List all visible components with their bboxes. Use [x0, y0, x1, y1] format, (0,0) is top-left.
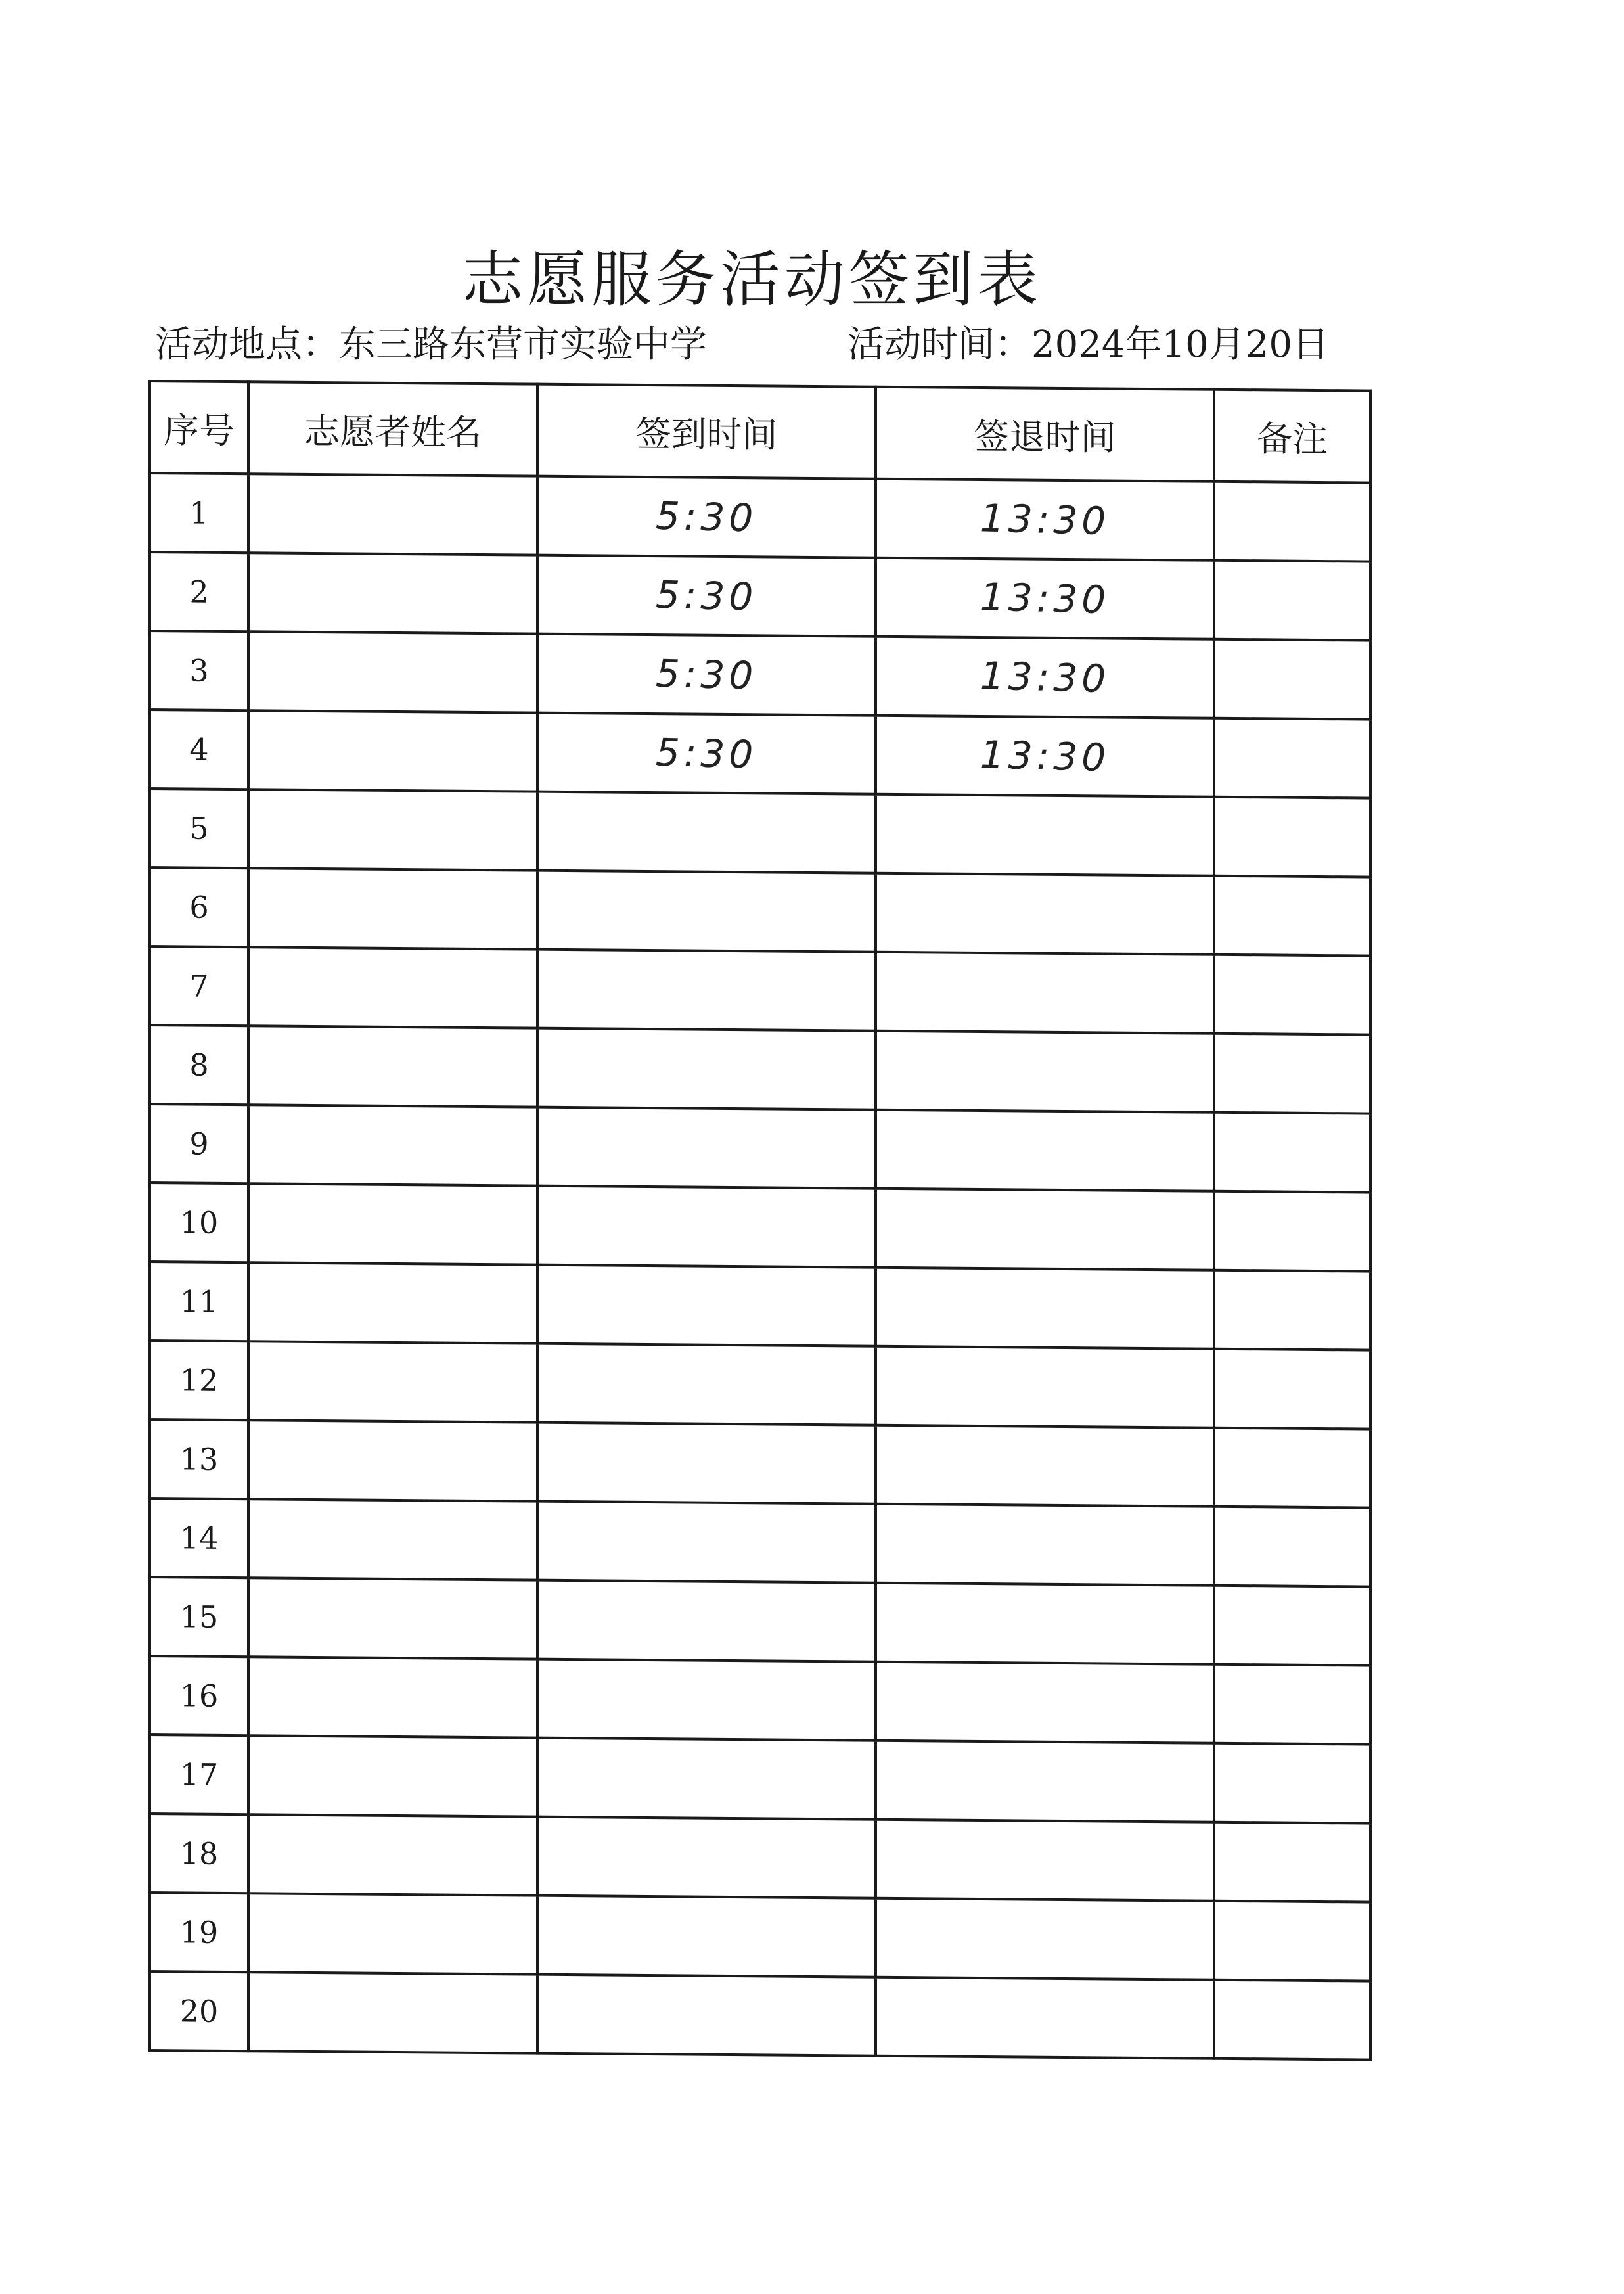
header-note: 备注	[1214, 390, 1370, 483]
sign-in-time-cell	[537, 1028, 876, 1110]
row-number-cell: 20	[150, 1971, 248, 2051]
table-row	[150, 1971, 1370, 2060]
row-number-cell: 12	[150, 1341, 248, 1420]
note-cell	[1214, 1113, 1370, 1193]
note-cell	[1214, 1586, 1370, 1666]
note-cell	[1214, 718, 1370, 798]
sign-in-table	[148, 380, 1372, 2061]
sign-in-time-cell	[537, 1423, 876, 1504]
row-number-cell: 10	[150, 1183, 248, 1262]
sign-out-time-cell	[876, 637, 1214, 718]
table-row	[150, 552, 1370, 641]
sign-in-time-cell	[537, 950, 876, 1031]
sign-out-time-cell	[876, 479, 1214, 561]
header-sign-out: 签退时间	[876, 387, 1214, 482]
volunteer-name-cell	[248, 631, 537, 712]
table-row	[150, 1577, 1370, 1666]
volunteer-name-cell	[248, 710, 537, 791]
volunteer-name-cell	[248, 1105, 537, 1185]
sign-in-time-cell	[537, 1817, 876, 1898]
row-number-cell: 11	[150, 1262, 248, 1341]
sign-in-time-cell	[537, 1580, 876, 1662]
table-row	[150, 789, 1370, 877]
sign-out-time-cell	[876, 1346, 1214, 1428]
sign-in-time-cell	[537, 1975, 876, 2056]
sign-out-time-cell	[876, 1898, 1214, 1980]
table-row	[150, 1025, 1370, 1114]
note-cell	[1214, 955, 1370, 1035]
row-number-cell: 19	[150, 1893, 248, 1972]
sign-out-time-cell	[876, 1425, 1214, 1507]
note-cell	[1214, 1743, 1370, 1824]
volunteer-name-cell	[248, 1972, 537, 2053]
sign-in-time-cell	[537, 1107, 876, 1189]
table-row	[150, 1735, 1370, 1824]
table-row	[150, 1419, 1370, 1508]
table-row	[150, 1656, 1370, 1745]
activity-location: 活动地点：东三路东营市实验中学	[155, 323, 707, 366]
volunteer-name-cell	[248, 1183, 537, 1264]
volunteer-name-cell	[248, 1262, 537, 1343]
sign-out-time-cell	[876, 1662, 1214, 1743]
note-cell	[1214, 1507, 1370, 1587]
row-number-cell: 16	[150, 1656, 248, 1735]
sign-out-time-cell	[876, 952, 1214, 1034]
handwritten-time: 13:30	[980, 732, 1110, 781]
handwritten-time: 13:30	[980, 574, 1110, 623]
note-cell	[1214, 1034, 1370, 1114]
volunteer-name-cell	[248, 474, 537, 555]
volunteer-name-cell	[248, 1420, 537, 1501]
row-number-cell: 8	[150, 1025, 248, 1105]
note-cell	[1214, 482, 1370, 562]
sign-out-time-cell	[876, 1110, 1214, 1191]
sign-out-time-cell	[876, 1268, 1214, 1349]
volunteer-name-cell	[248, 1657, 537, 1737]
volunteer-name-cell	[248, 553, 537, 633]
handwritten-time: 5:30	[655, 651, 758, 699]
sign-in-time-cell	[537, 634, 876, 716]
sign-in-time-cell	[537, 792, 876, 873]
handwritten-time: 13:30	[980, 653, 1110, 702]
sign-in-time-cell	[537, 476, 876, 558]
sign-in-time-cell	[537, 871, 876, 952]
sign-out-time-cell	[876, 873, 1214, 955]
table-row	[150, 1104, 1370, 1193]
row-number-cell: 5	[150, 789, 248, 868]
note-cell	[1214, 1270, 1370, 1350]
row-number-cell: 1	[150, 473, 248, 553]
row-number-cell: 13	[150, 1419, 248, 1499]
sign-out-time-cell	[876, 1504, 1214, 1586]
handwritten-time: 5:30	[655, 572, 758, 620]
sign-out-time-cell	[876, 1031, 1214, 1113]
sign-out-time-cell	[876, 1583, 1214, 1664]
header-sign-in: 签到时间	[537, 384, 876, 479]
volunteer-name-cell	[248, 1026, 537, 1107]
sign-in-time-cell	[537, 1896, 876, 1977]
sign-out-time-cell	[876, 558, 1214, 639]
sign-out-time-cell	[876, 716, 1214, 797]
note-cell	[1214, 1428, 1370, 1508]
table-row	[150, 473, 1370, 562]
note-cell	[1214, 639, 1370, 720]
table-row	[150, 1814, 1370, 1902]
sign-out-time-cell	[876, 1977, 1214, 2059]
header-no: 序号	[150, 381, 248, 474]
sign-in-time-cell	[537, 1738, 876, 1820]
table-row	[150, 1262, 1370, 1350]
table-row	[150, 631, 1370, 720]
sign-in-time-cell	[537, 1502, 876, 1583]
table-row	[150, 867, 1370, 956]
volunteer-name-cell	[248, 1499, 537, 1580]
note-cell	[1214, 561, 1370, 641]
note-cell	[1214, 876, 1370, 956]
row-number-cell: 6	[150, 867, 248, 947]
table-row	[150, 1341, 1370, 1429]
table-header-row	[150, 381, 1370, 483]
row-number-cell: 4	[150, 710, 248, 789]
row-number-cell: 9	[150, 1104, 248, 1183]
note-cell	[1214, 1901, 1370, 1981]
table-row	[150, 1183, 1370, 1272]
volunteer-name-cell	[248, 789, 537, 870]
volunteer-name-cell	[248, 1814, 537, 1895]
sign-in-time-cell	[537, 713, 876, 794]
header-name: 志愿者姓名	[248, 382, 537, 476]
activity-date: 活动时间：2024年10月20日	[847, 323, 1330, 366]
row-number-cell: 17	[150, 1735, 248, 1814]
page-title: 志愿服务活动签到表	[462, 244, 1042, 315]
sign-in-time-cell	[537, 1186, 876, 1268]
table-row	[150, 1893, 1370, 1981]
note-cell	[1214, 1191, 1370, 1272]
volunteer-name-cell	[248, 1893, 537, 1974]
note-cell	[1214, 1664, 1370, 1745]
sign-out-time-cell	[876, 1741, 1214, 1822]
sign-in-time-cell	[537, 1265, 876, 1346]
sign-in-time-cell	[537, 1344, 876, 1425]
row-number-cell: 14	[150, 1498, 248, 1578]
row-number-cell: 3	[150, 631, 248, 710]
volunteer-name-cell	[248, 1578, 537, 1659]
table-row	[150, 710, 1370, 798]
sign-in-time-cell	[537, 1659, 876, 1741]
volunteer-name-cell	[248, 1735, 537, 1816]
volunteer-name-cell	[248, 947, 537, 1028]
handwritten-time: 5:30	[655, 493, 758, 541]
sign-out-time-cell	[876, 1820, 1214, 1901]
table-row	[150, 1498, 1370, 1587]
row-number-cell: 18	[150, 1814, 248, 1893]
volunteer-name-cell	[248, 1341, 537, 1422]
note-cell	[1214, 1980, 1370, 2060]
note-cell	[1214, 797, 1370, 877]
note-cell	[1214, 1822, 1370, 1902]
row-number-cell: 15	[150, 1577, 248, 1657]
handwritten-time: 5:30	[655, 729, 758, 777]
handwritten-time: 13:30	[980, 495, 1110, 544]
sign-out-time-cell	[876, 794, 1214, 876]
row-number-cell: 2	[150, 552, 248, 631]
table-row	[150, 946, 1370, 1035]
sign-out-time-cell	[876, 1189, 1214, 1270]
note-cell	[1214, 1349, 1370, 1429]
sign-in-time-cell	[537, 555, 876, 637]
row-number-cell: 7	[150, 946, 248, 1026]
volunteer-name-cell	[248, 868, 537, 949]
